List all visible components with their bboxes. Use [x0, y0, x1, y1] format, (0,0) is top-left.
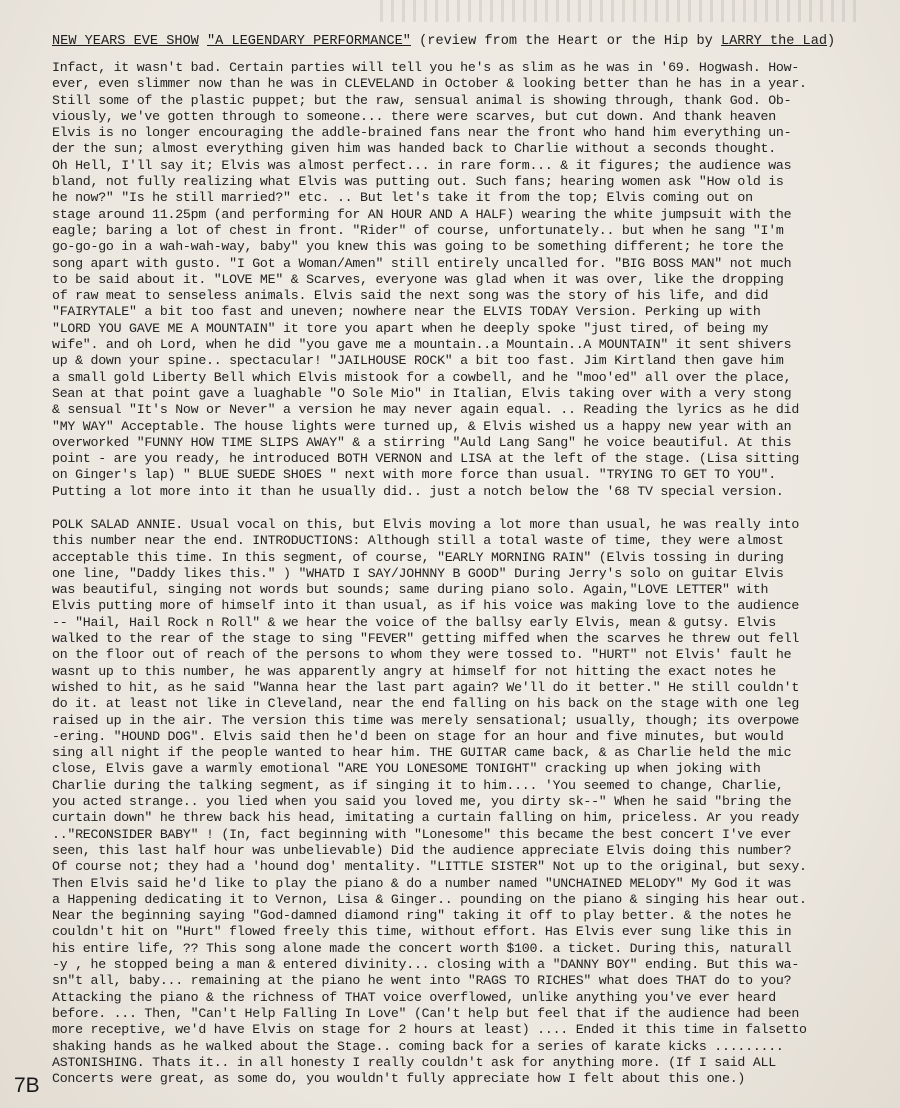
text-line: more receptive, we'd have Elvis on stage for 2 hours at least) .... Ended it this time in falsetto — [52, 1022, 807, 1038]
review-paragraph-1 — [52, 60, 880, 500]
text-line: eagle; baring a lot of chest in front. "Rider" of course, unfortunately.. but when he sang "I'm — [52, 222, 784, 238]
text-line: go-go-go in a wah-wah-way, baby" you knew this was going to be something different; he tore the — [52, 239, 784, 255]
text-line: Then Elvis said he'd like to play the piano & do a number named "UNCHAINED MELODY" My God it was — [52, 875, 792, 891]
text-line: to be said about it. "LOVE ME" & Scarves, everyone was glad when it was over, like the dropping — [52, 271, 784, 287]
text-line: "FAIRYTALE" a bit too fast and uneven; nowhere near the ELVIS TODAY Version. Perking up with — [52, 304, 761, 320]
title-close-paren: ) — [827, 34, 836, 49]
text-line: you acted strange.. you lied when you said you loved me, you dirty sk--" When he said "bring the — [52, 794, 792, 810]
text-line: of raw meat to senseless animals. Elvis said the next song was the story of his life, and did — [52, 288, 769, 304]
text-line: Elvis is no longer encouraging the addle-brained fans near the front who hand him everything un- — [52, 125, 792, 141]
text-line: -y , he stopped being a man & entered divinity... closing with a "DANNY BOY" ending. But this wa- — [52, 957, 800, 973]
text-line: sing all night if the people wanted to hear him. THE GUITAR came back, & as Charlie held the mic — [52, 745, 792, 761]
text-line: do it. at least not like in Cleveland, near the end falling on his back on the stage with one leg — [52, 696, 800, 712]
text-line: walked to the rear of the stage to sing "FEVER" getting miffed when the scarves he threw out fell — [52, 631, 800, 647]
text-line: he now?" "Is he still married?" etc. .. But let's take it from the top; Elvis coming out on — [52, 190, 753, 206]
text-line: der the sun; almost everything given him was handed back to Charlie without a seconds thought. — [52, 141, 776, 157]
text-line: a small gold Liberty Bell which Elvis mistook for a cowbell, and he "moo'ed" all over the place, — [52, 369, 792, 385]
text-line: ASTONISHING. Thats it.. in all honesty I really couldn't ask for anything more. (If I said ALL — [52, 1054, 776, 1070]
review-paragraph-2 — [52, 517, 880, 1087]
text-line: Concerts were great, as some do, you wouldn't fully appreciate how I felt about this one.) — [52, 1071, 746, 1087]
text-line: wasnt up to this number, he was apparently angry at himself for not hitting the exact notes he — [52, 663, 776, 679]
text-line: wife". and oh Lord, when he did "you gave me a mountain..a Mountain..A MOUNTAIN" it sent shivers — [52, 337, 792, 353]
text-line: Putting a lot more into it than he usually did.. just a notch below the '68 TV special version. — [52, 483, 784, 499]
title-show: NEW YEARS EVE SHOW — [52, 34, 199, 49]
text-line: before. ... Then, "Can't Help Falling In Love" (Can't help but feel that if the audience had been — [52, 1005, 800, 1021]
text-line: acceptable this time. In this segment, of course, "EARLY MORNING RAIN" (Elvis tossing in during — [52, 549, 784, 565]
text-line: Infact, it wasn't bad. Certain parties will tell you he's as slim as he was in '69. Hogwash. How- — [52, 60, 800, 75]
text-line: on Ginger's lap) " BLUE SUEDE SHOES " next with more force than usual. "TRYING TO GET TO YOU". — [52, 467, 776, 483]
text-line: point - are you ready, he introduced BOTH VERNON and LISA at the left of the stage. (Lisa sitting — [52, 451, 800, 467]
text-line: .."RECONSIDER BABY" ! (In, fact beginning with "Lonesome" this became the best concert I've ever — [52, 826, 792, 842]
text-line: -- "Hail, Hail Rock n Roll" & we hear the voice of the ballsy early Elvis, mean & gutsy. Elvis — [52, 614, 776, 630]
text-line: "LORD YOU GAVE ME A MOUNTAIN" it tore you apart when he deeply spoke "just tired, of being my — [52, 320, 769, 336]
author-name: LARRY the Lad — [720, 34, 828, 49]
text-line: one line, "Daddy likes this." ) "WHATD I SAY/JOHNNY B GOOD" During Jerry's solo on guitar Elvis — [52, 565, 784, 581]
text-line: bland, not fully realizing what Elvis was putting out. Such fans; hearing women ask "How old is — [52, 174, 784, 190]
text-line: viously, we've gotten through to someone... there were scarves, but cut down. And thank heaven — [52, 108, 776, 124]
text-line: wished to hit, as he said "Wanna hear the last part again? We'll do it better." He still couldn't — [52, 679, 800, 695]
text-line: Sean at that point gave a luaghable "O Sole Mio" in Italian, Elvis taking over with a very stong — [52, 385, 792, 401]
text-line: raised up in the air. The version this time was merely sensational; usually, though; its overpowe — [52, 712, 800, 728]
text-line: was beautiful, singing not words but sounds; same during piano solo. Again,"LOVE LETTER" with — [52, 582, 769, 598]
text-line: this number near the end. INTRODUCTIONS: Although still a total waste of time, they were almost — [52, 533, 784, 549]
title-review-note: (review from the Heart or the Hip by — [410, 34, 721, 49]
text-line: Still some of the plastic puppet; but the raw, sensual animal is showing through, thank God. Ob- — [52, 92, 792, 108]
text-line: Of course not; they had a 'hound dog' mentality. "LITTLE SISTER" Not up to the original, but sexy. — [52, 859, 807, 875]
text-line: Charlie during the talking segment, as if singing it to him.... 'You seemed to change, Charlie, — [52, 777, 784, 793]
text-line: stage around 11.25pm (and performing for AN HOUR AND A HALF) wearing the white jumpsuit with the — [52, 206, 792, 222]
text-line: his entire life, ?? This song alone made the concert worth $100. a ticket. During this, naturall — [52, 940, 792, 956]
text-line: overworked "FUNNY HOW TIME SLIPS AWAY" & a stirring "Auld Lang Sang" he voice beautiful. At this — [52, 434, 792, 450]
text-line: POLK SALAD ANNIE. Usual vocal on this, but Elvis moving a lot more than usual, he was really into — [52, 517, 800, 532]
title-quote: "A LEGENDARY PERFORMANCE" — [207, 34, 411, 49]
text-line: shaking hands as he walked about the Stage.. coming back for a series of karate kicks ......... — [52, 1038, 784, 1054]
text-line: "MY WAY" Acceptable. The house lights were turned up, & Elvis wished us a happy new year with an — [52, 418, 792, 434]
text-line: sn"t all, baby... remaining at the piano he went into "RAGS TO RICHES" what does THAT do to you? — [52, 973, 792, 989]
article-title — [52, 34, 872, 50]
text-line: Near the beginning saying "God-damned diamond ring" taking it off to play better. & the notes he — [52, 908, 792, 924]
show-through-bleed — [380, 0, 860, 22]
text-line: -ering. "HOUND DOG". Elvis said then he'd been on stage for an hour and five minutes, but would — [52, 728, 784, 744]
page-number: 7B — [14, 1074, 40, 1097]
text-line: song apart with gusto. "I Got a Woman/Amen" still entirely uncalled for. "BIG BOSS MAN" not much — [52, 255, 792, 271]
text-line: on the floor out of reach of the persons to whom they were tossed to. "HURT" not Elvis' fault he — [52, 647, 792, 663]
text-line: & sensual "It's Now or Never" a version he may never again equal. .. Reading the lyrics as he did — [52, 402, 800, 418]
text-line: Oh Hell, I'll say it; Elvis was almost perfect... in rare form... & it figures; the audience was — [52, 157, 792, 173]
text-line: close, Elvis gave a warmly emotional "ARE YOU LONESOME TONIGHT" cracking up when joking with — [52, 761, 761, 777]
text-line: ever, even slimmer now than he was in CLEVELAND in October & looking better than he has in a year. — [52, 76, 807, 92]
text-line: seen, this last half hour was unbelievable) Did the audience appreciate Elvis doing this number? — [52, 842, 792, 858]
text-line: Attacking the piano & the richness of THAT voice overflowed, unlike anything you've ever heard — [52, 989, 776, 1005]
text-line: up & down your spine.. spectacular! "JAILHOUSE ROCK" a bit too fast. Jim Kirtland then gave him — [52, 353, 784, 369]
text-line: a Happening dedicating it to Vernon, Lisa & Ginger.. pounding on the piano & singing his hear out. — [52, 891, 807, 907]
text-line: curtain down" he threw back his head, imitating a curtain falling on him, priceless. Ar you ready — [52, 810, 800, 826]
text-line: couldn't hit on "Hurt" flowed freely this time, without effort. Has Elvis ever sung like this in — [52, 924, 792, 940]
text-line: Elvis putting more of himself into it than usual, as if his voice was making love to the audience — [52, 598, 800, 614]
